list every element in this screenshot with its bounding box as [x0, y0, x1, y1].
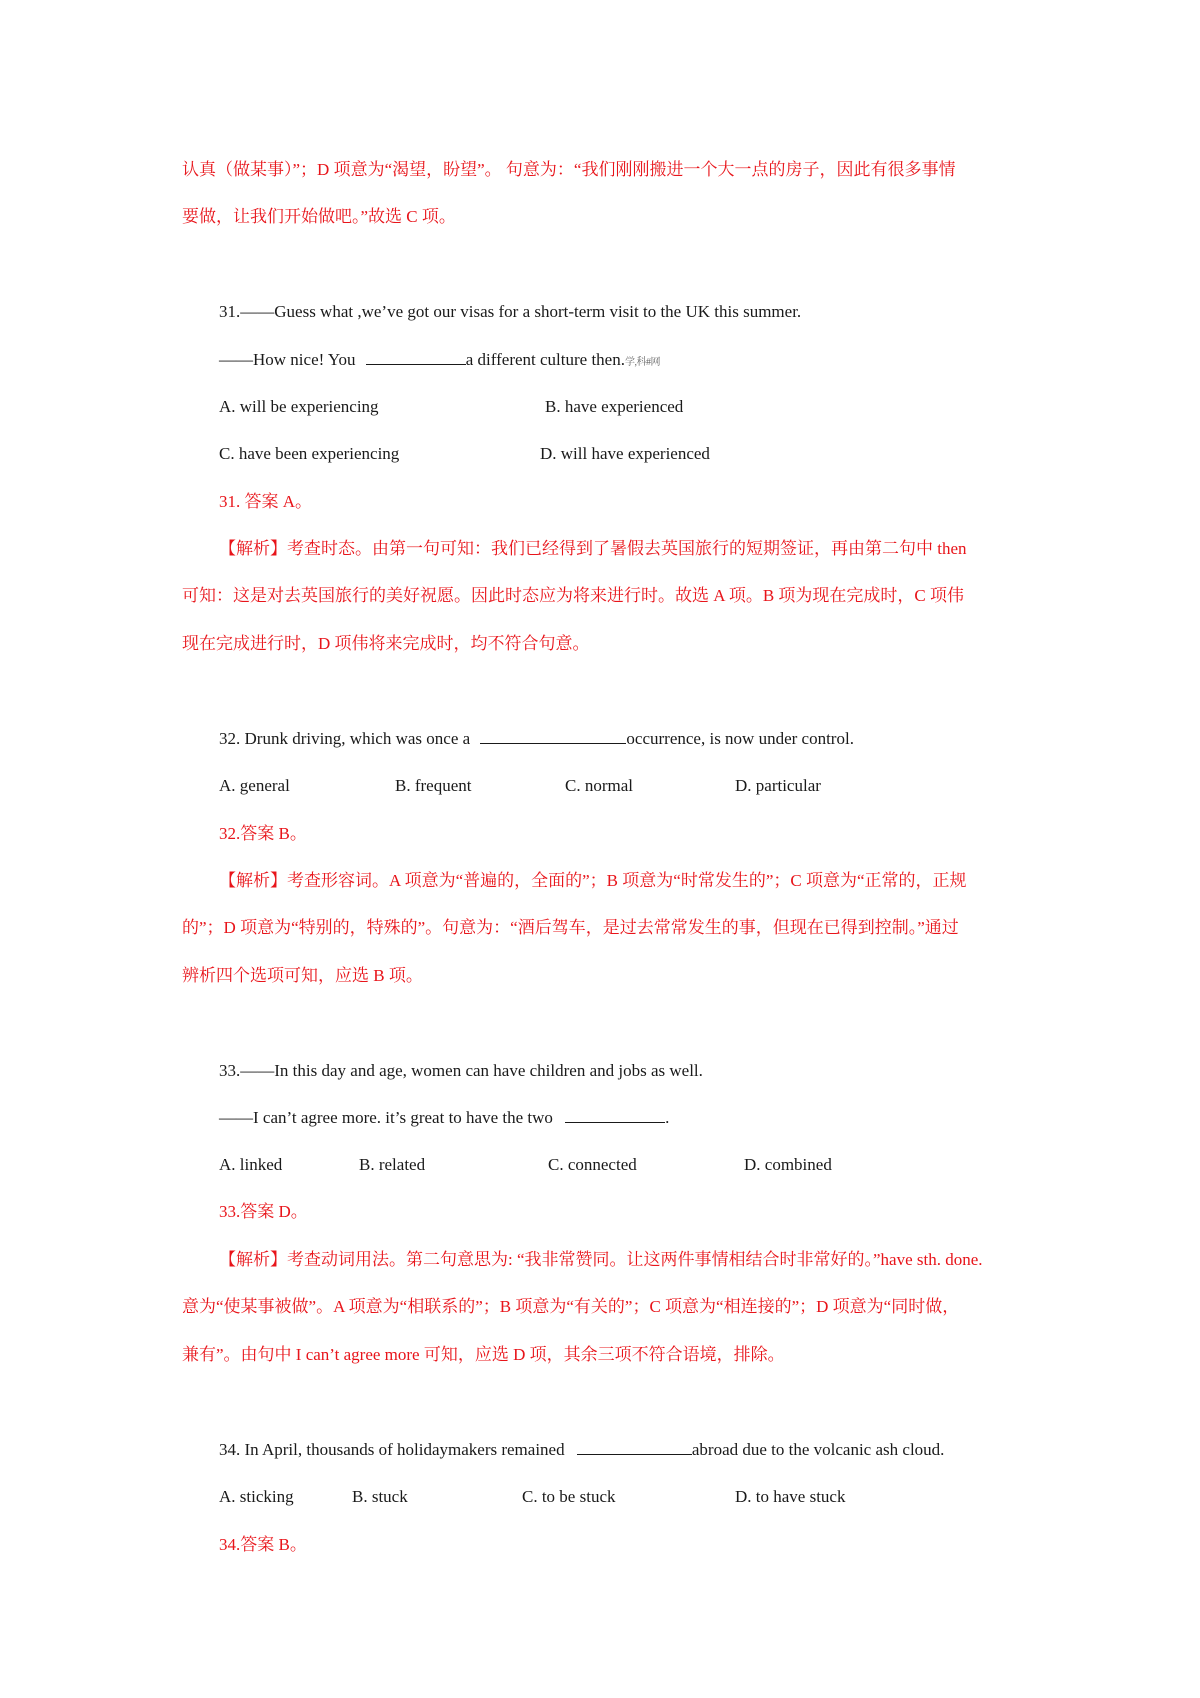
q33-analysis-line-1: 【解析】考查动词用法。第二句意思为: “我非常赞同。让这两件事情相结合时非常好的。”have sth. done.: [219, 1250, 983, 1269]
q34-stem-pre: 34. In April, thousands of holidaymakers remained: [219, 1440, 565, 1459]
q33-option-a: A. linked: [219, 1155, 283, 1174]
q31-option-a: A. will be experiencing: [219, 397, 379, 416]
q31-option-b: B. have experienced: [545, 397, 684, 416]
q31-option-d: D. will have experienced: [540, 444, 710, 463]
q34-stem: [219, 1438, 944, 1462]
q31-stem-line-2: [219, 348, 660, 375]
q31-stem-line-1: 31.——Guess what ,we’ve got our visas for a short-term visit to the UK this summer.: [219, 302, 802, 321]
q32-answer: 32.答案 B。: [219, 824, 307, 843]
q33-analysis-line-3: 兼有”。由句中 I can’t agree more 可知，应选 D 项，其余三项不符合语境，排除。: [182, 1345, 785, 1364]
q33-stem-line-1: 33.——In this day and age, women can have children and jobs as well.: [219, 1061, 703, 1080]
q32-analysis-line-1: 【解析】考查形容词。A 项意为“普遍的，全面的”；B 项意为“时常发生的”；C 项意为“正常的，正规: [219, 871, 967, 890]
q34-stem-post: abroad due to the volcanic ash cloud.: [691, 1440, 945, 1459]
carryover-line-2: 要做，让我们开始做吧。”故选 C 项。: [182, 207, 456, 226]
q31-analysis-line-3: 现在完成进行时，D 项伟将来完成时，均不符合句意。: [182, 634, 590, 653]
q32-analysis-line-2: 的”；D 项意为“特别的，特殊的”。句意为：“酒后驾车，是过去常常发生的事，但现在已得到控制。”通过: [182, 918, 959, 937]
q33-analysis-line-2: 意为“使某事被做”。A 项意为“相联系的”；B 项意为“有关的”；C 项意为“相连接的”；D 项意为“同时做，: [182, 1297, 960, 1316]
q33-stem-line-2: [219, 1106, 669, 1130]
q31-analysis-line-1: 【解析】考查时态。由第一句可知：我们已经得到了暑假去英国旅行的短期签证，再由第二句中 then: [219, 539, 967, 558]
q34-option-b: B. stuck: [352, 1487, 408, 1506]
q33-answer: 33.答案 D。: [219, 1202, 308, 1221]
carryover-line-1: 认真（做某事）”；D 项意为“渴望，盼望”。 句意为：“我们刚刚搬进一个大一点的房子，因此有很多事情: [182, 160, 956, 179]
q31-answer: 31. 答案 A。: [219, 492, 313, 511]
q34-option-d: D. to have stuck: [735, 1487, 846, 1506]
q31-blank: [366, 348, 466, 365]
q31-stem-post: a different culture then.: [465, 350, 625, 369]
q33-option-d: D. combined: [744, 1155, 832, 1174]
q33-blank: [565, 1106, 665, 1123]
q34-answer: 34.答案 B。: [219, 1535, 307, 1554]
q32-option-b: B. frequent: [395, 776, 472, 795]
q32-stem-post: occurrence, is now under control.: [626, 729, 854, 748]
q32-stem-pre: 32. Drunk driving, which was once a: [219, 729, 471, 748]
q31-analysis-line-2: 可知：这是对去英国旅行的美好祝愿。因此时态应为将来进行时。故选 A 项。B 项为现在完成时，C 项伟: [182, 586, 965, 605]
q31-stem-pre: ——How nice! You: [219, 350, 356, 369]
q32-option-a: A. general: [219, 776, 290, 795]
q32-option-c: C. normal: [565, 776, 633, 795]
q32-stem: [219, 727, 854, 751]
q33-stem-post: .: [665, 1108, 670, 1127]
q33-stem-pre: ——I can’t agree more. it’s great to have the two: [219, 1108, 553, 1127]
q31-option-c: C. have been experiencing: [219, 444, 400, 463]
watermark-text: 学,科#网: [624, 357, 660, 368]
q33-option-b: B. related: [359, 1155, 426, 1174]
q32-blank: [480, 727, 626, 744]
q32-option-d: D. particular: [735, 776, 821, 795]
q32-analysis-line-3: 辨析四个选项可知，应选 B 项。: [182, 966, 423, 985]
q34-option-a: A. sticking: [219, 1487, 294, 1506]
q34-blank: [577, 1438, 692, 1455]
q33-option-c: C. connected: [548, 1155, 637, 1174]
q34-option-c: C. to be stuck: [522, 1487, 616, 1506]
